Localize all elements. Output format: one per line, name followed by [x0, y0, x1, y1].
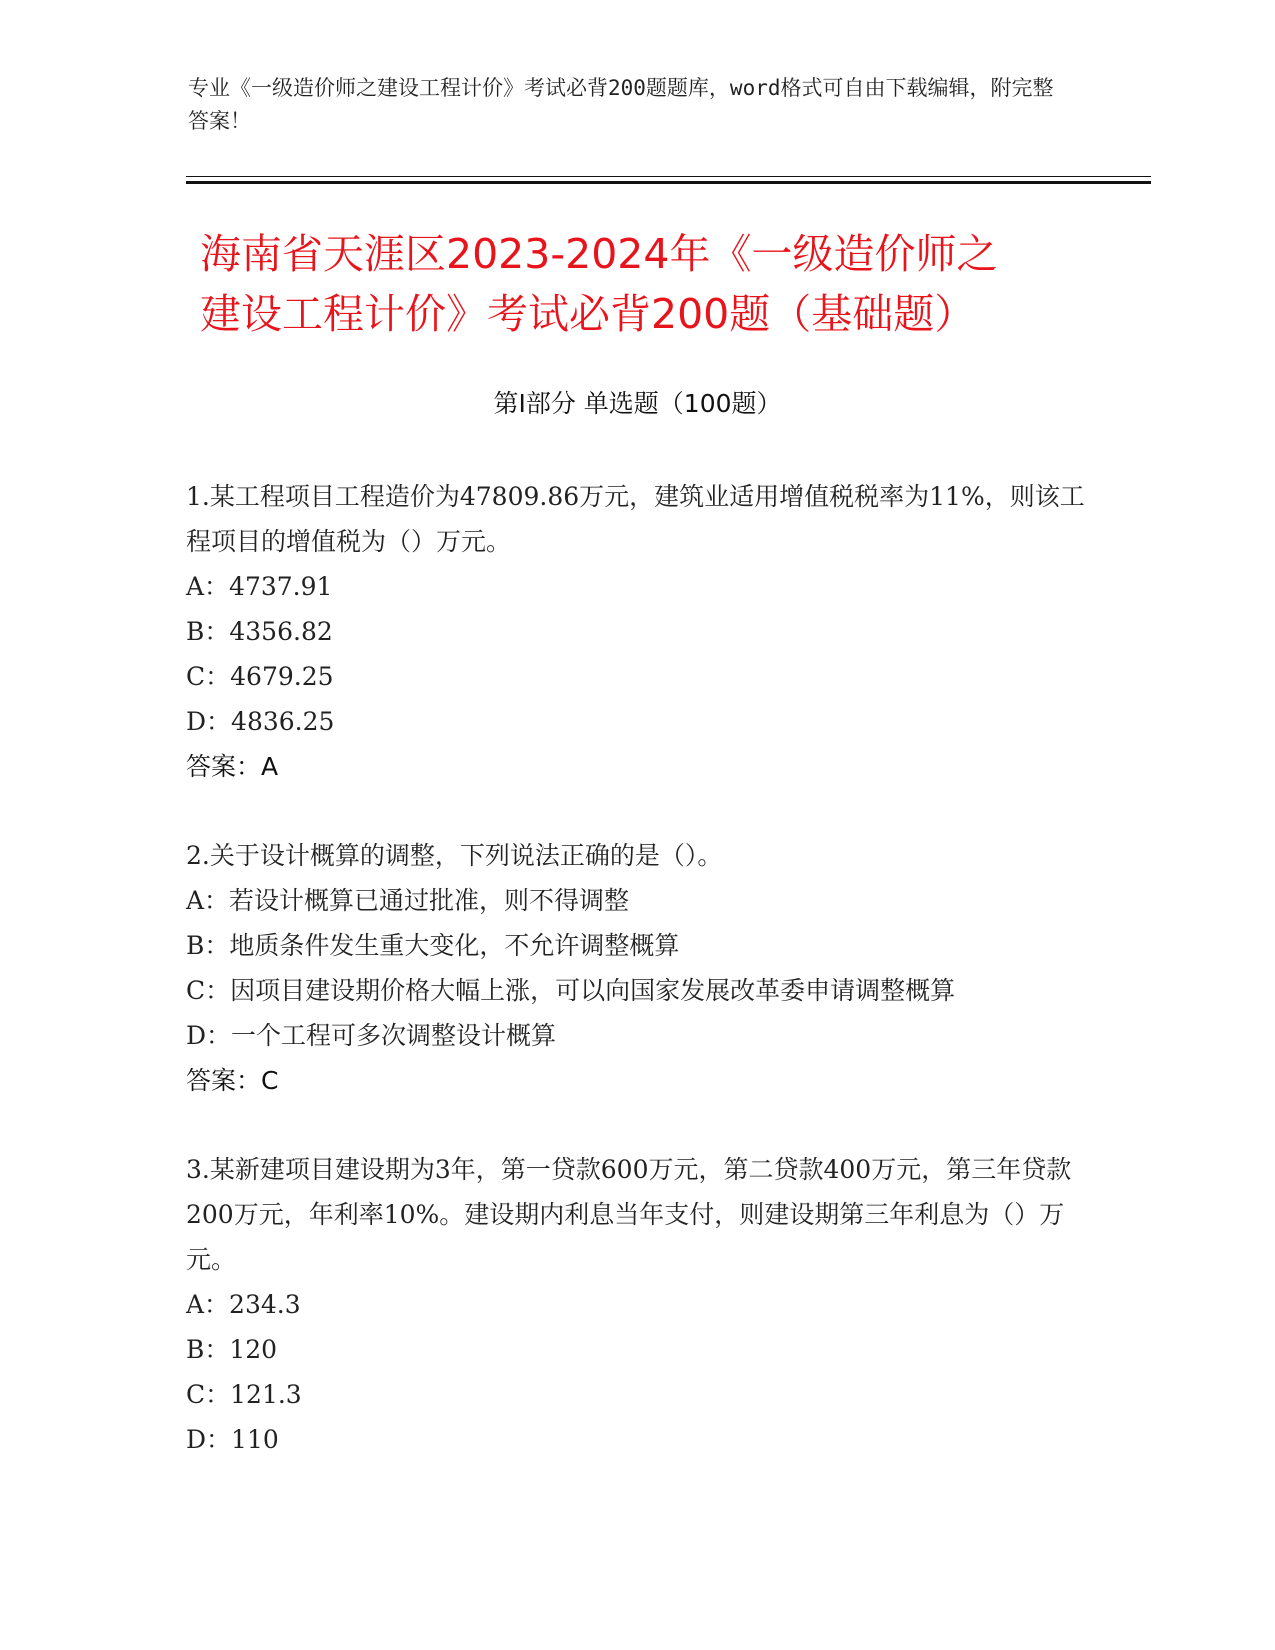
header-note: 专业《一级造价师之建设工程计价》考试必背200题题库，word格式可自由下载编辑，附完整答案！ — [188, 76, 1054, 133]
document-title-line-2: 建设工程计价》考试必背200题（基础题） — [200, 290, 976, 338]
question-stem: 1.某工程项目工程造价为47809.86万元，建筑业适用增值税税率为11%，则该工程项目的增值税为（）万元。 — [186, 482, 1085, 556]
document-title — [200, 224, 1100, 344]
question-3 — [186, 1147, 1086, 1462]
document-title-line-1: 海南省天涯区2023-2024年《一级造价师之 — [200, 230, 998, 278]
question-option-a: A：234.3 — [186, 1290, 301, 1319]
section-title: 第Ⅰ部分 单选题（100题） — [493, 389, 782, 418]
question-option-a: A：若设计概算已通过批准，则不得调整 — [186, 886, 630, 915]
question-option-b: B：120 — [186, 1335, 278, 1364]
question-option-b: B：地质条件发生重大变化，不允许调整概算 — [186, 931, 680, 960]
question-option-b: B：4356.82 — [186, 617, 333, 646]
header-divider-thick — [186, 181, 1151, 184]
question-option-d: D：110 — [186, 1425, 279, 1454]
question-list — [186, 474, 1086, 1506]
question-answer: 答案：C — [186, 1066, 279, 1095]
question-option-d: D：一个工程可多次调整设计概算 — [186, 1021, 557, 1050]
question-stem: 2.关于设计概算的调整，下列说法正确的是（）。 — [186, 841, 723, 870]
question-option-c: C：因项目建设期价格大幅上涨，可以向国家发展改革委申请调整概算 — [186, 976, 956, 1005]
question-answer: 答案：A — [186, 752, 279, 781]
question-stem: 3.某新建项目建设期为3年，第一贷款600万元，第二贷款400万元，第三年贷款200万元，年利率10%。建设期内利息当年支付，则建设期第三年利息为（）万元。 — [186, 1155, 1072, 1274]
question-option-d: D：4836.25 — [186, 707, 335, 736]
question-1 — [186, 474, 1086, 789]
question-option-c: C：4679.25 — [186, 662, 334, 691]
question-option-c: C：121.3 — [186, 1380, 302, 1409]
header-divider-thin — [186, 176, 1151, 177]
question-2 — [186, 833, 1086, 1103]
question-option-a: A：4737.91 — [186, 572, 333, 601]
